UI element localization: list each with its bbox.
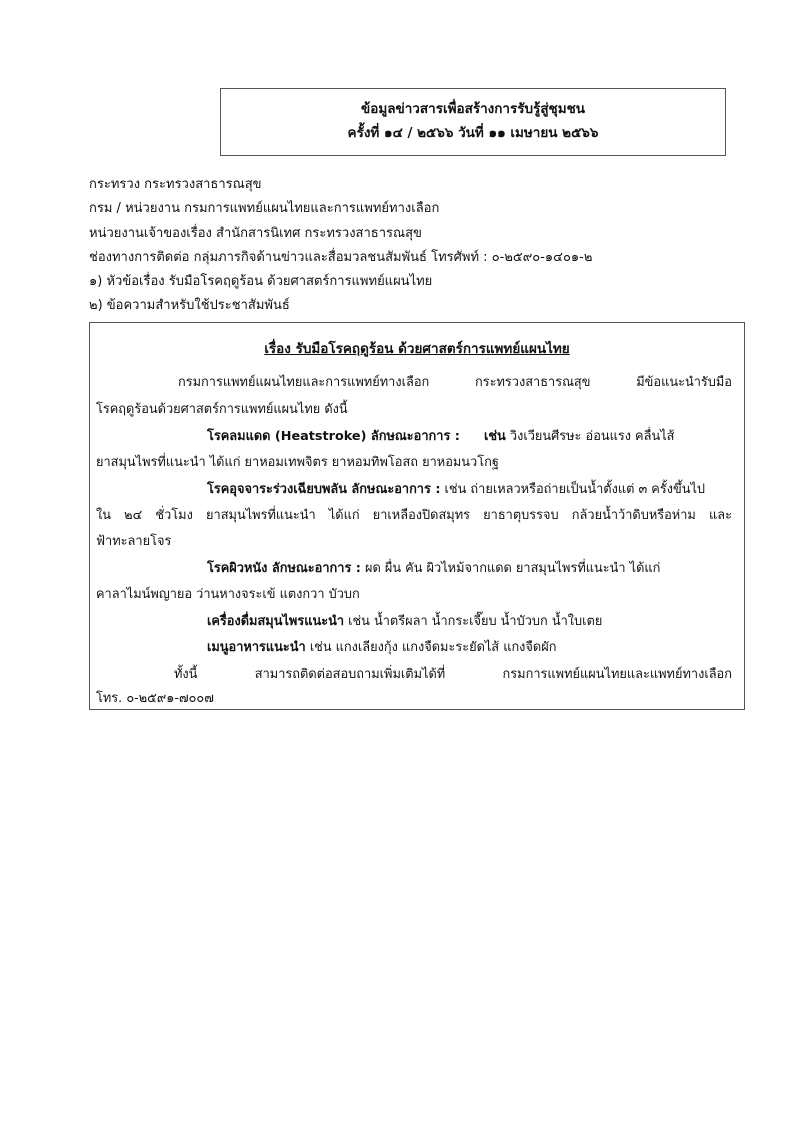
diarrhea-line-3: ฟ้าทะลายโจร <box>96 534 172 549</box>
meta-owner-unit: หน่วยงานเจ้าของเรื่อง สำนักสารนิเทศ กระทรวงสาธารณสุข <box>89 225 422 241</box>
food-items: เช่น แกงเลียงกุ้ง แกงจืดมะระยัดไส้ แกงจืดผัก <box>309 640 557 655</box>
food-heading: เมนูอาหารแนะนำ <box>207 640 306 655</box>
document-metadata <box>89 173 739 319</box>
heatstroke-herbs: ยาสมุนไพรที่แนะนำ ได้แก่ ยาหอมเทพจิตร ยาหอมทิพโอสถ ยาหอมนวโกฐ <box>96 455 499 470</box>
skin-herbs: คาลาไมน์พญายอ ว่านหางจระเข้ แตงกวา บัวบก <box>96 587 360 602</box>
drinks-line <box>207 612 602 632</box>
press-message-box <box>89 322 745 710</box>
intro-line-2: โรคฤดูร้อนด้วยศาสตร์การแพทย์แผนไทย ดังนี้ <box>96 402 348 417</box>
header-title: ข้อมูลข่าวสารเพื่อสร้างการรับรู้สู่ชุมชน <box>360 101 586 117</box>
closing-phone: โทร. ๐-๒๕๙๑-๗๐๐๗ <box>96 691 214 706</box>
skin-line-1 <box>207 559 660 579</box>
meta-message-label: ๒) ข้อความสำหรับใช้ประชาสัมพันธ์ <box>89 298 290 314</box>
diarrhea-line-2: ใน ๒๔ ชั่วโมง ยาสมุนไพรที่แนะนำ ได้แก่ ยาเหลืองปิดสมุทร ยาธาตุบรรจบ กล้วยน้ำว้าดิบหรือห่าม และ <box>96 508 732 523</box>
diarrhea-line-1 <box>207 480 705 500</box>
diarrhea-symptoms: เช่น ถ่ายเหลวหรือถ่ายเป็นน้ำตั้งแต่ ๓ ครั้งขึ้นไป <box>444 482 706 497</box>
heatstroke-heading: โรคลมแดด (Heatstroke) ลักษณะอาการ : <box>207 429 460 444</box>
skin-symptoms: ผด ผื่น คัน ผิวไหม้จากแดด ยาสมุนไพรที่แนะนำ ได้แก่ <box>364 561 661 576</box>
heatstroke-eg: เช่น <box>484 429 506 444</box>
drinks-items: เช่น น้ำตรีผลา น้ำกระเจี๊ยบ น้ำบัวบก น้ำใบเตย <box>348 614 603 629</box>
drinks-heading: เครื่องดื่มสมุนไพรแนะนำ <box>207 614 345 629</box>
document-header-box <box>220 88 726 156</box>
meta-ministry: กระทรวง กระทรวงสาธารณสุข <box>89 177 262 192</box>
intro-line-1: กรมการแพทย์แผนไทยและการแพทย์ทางเลือก กระทรวงสาธารณสุข มีข้อแนะนำรับมือ <box>178 375 732 390</box>
skin-heading: โรคผิวหนัง ลักษณะอาการ : <box>207 561 361 576</box>
message-title: เรื่อง รับมือโรคฤดูร้อน ด้วยศาสตร์การแพทย์แผนไทย <box>264 341 570 357</box>
closing-line-1: ทั้งนี้ สามารถติดต่อสอบถามเพิ่มเติมได้ที่ กรมการแพทย์แผนไทยและแพทย์ทางเลือก <box>174 667 732 682</box>
diarrhea-heading: โรคอุจจาระร่วงเฉียบพลัน ลักษณะอาการ : <box>207 482 441 497</box>
header-issue-date: ครั้งที่ ๑๔ / ๒๕๖๖ วันที่ ๑๑ เมษายน ๒๕๖๖ <box>347 125 599 141</box>
meta-department: กรม / หน่วยงาน กรมการแพทย์แผนไทยและการแพทย์ทางเลือก <box>89 201 440 217</box>
heatstroke-symptoms: วิงเวียนศีรษะ อ่อนแรง คลื่นไส้ <box>509 429 675 444</box>
heatstroke-line-1 <box>207 427 674 447</box>
meta-contact: ช่องทางการติดต่อ กลุ่มภารกิจด้านข่าวและสื่อมวลชนสัมพันธ์ โทรศัพท์ : ๐-๒๕๙๐-๑๔๐๑-๒ <box>89 249 593 265</box>
meta-topic: ๑) หัวข้อเรื่อง รับมือโรคฤดูร้อน ด้วยศาสตร์การแพทย์แผนไทย <box>89 274 433 290</box>
food-line <box>207 638 557 658</box>
